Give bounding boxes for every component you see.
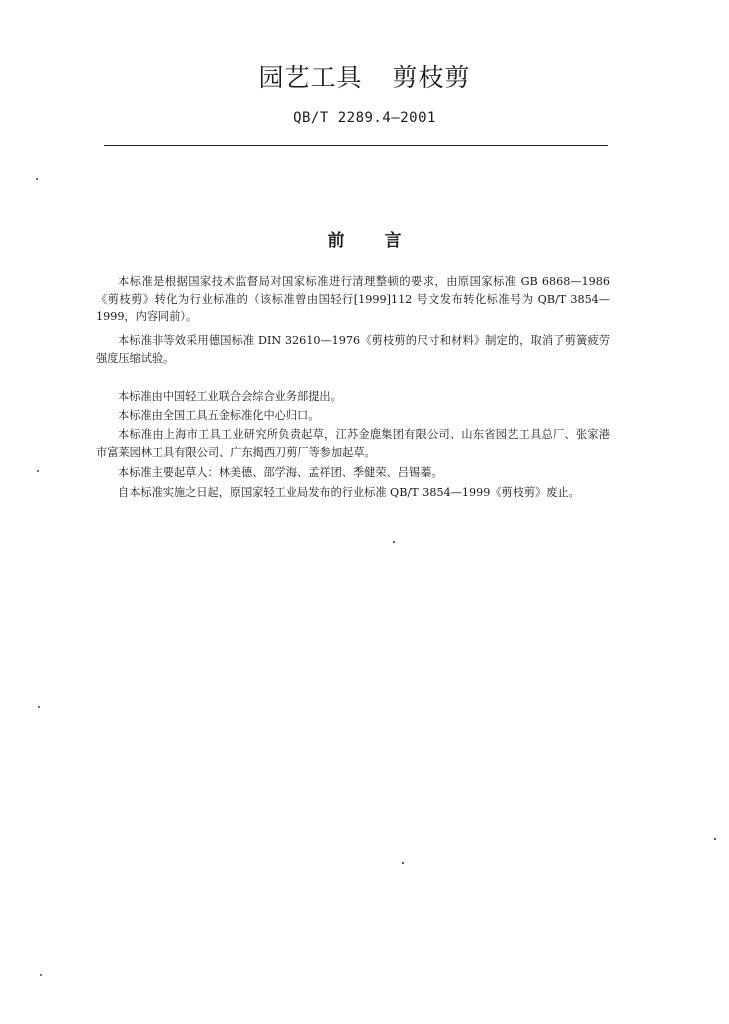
title-part-2: 剪枝剪 bbox=[392, 63, 471, 92]
scan-speck bbox=[37, 470, 39, 472]
header-divider bbox=[104, 145, 608, 146]
paragraph-drafters: 本标准主要起草人：林美德、邵学海、孟祥团、季健荣、吕锡蓁。 bbox=[118, 466, 443, 479]
scan-speck bbox=[40, 974, 42, 976]
heading-char-2: 言 bbox=[384, 231, 402, 251]
scan-speck bbox=[38, 706, 40, 708]
paragraph-conversion: 本标准是根据国家技术监督局对国家标准进行清理整顿的要求，由原国家标准 GB 6868—1986《剪枝剪》转化为行业标准的（该标准曾由国轻行[1999]112 号文发布转化标准号为 QB/T 3854—1999，内容同前）。 bbox=[96, 275, 610, 324]
section-heading bbox=[0, 226, 729, 251]
document-title bbox=[0, 58, 729, 94]
paragraph-drafting-units: 本标准由上海市工具工业研究所负责起草，江苏金鹿集团有限公司、山东省园艺工具总厂、张家港市富莱园林工具有限公司、广东揭西刀剪厂等参加起草。 bbox=[96, 428, 610, 459]
scan-speck bbox=[36, 178, 38, 180]
heading-char-1: 前 bbox=[327, 231, 345, 251]
paragraph-proposer: 本标准由中国轻工业联合会综合业务部提出。 bbox=[118, 390, 342, 403]
title-part-1: 园艺工具 bbox=[258, 63, 363, 92]
scan-speck bbox=[714, 838, 716, 840]
paragraph-adoption: 本标准非等效采用德国标准 DIN 32610—1976《剪枝剪的尺寸和材料》制定的，取消了剪簧疲劳强度压缩试验。 bbox=[96, 334, 610, 365]
scan-speck bbox=[393, 541, 395, 543]
scan-speck bbox=[402, 862, 404, 864]
paragraph-administrator: 本标准由全国工具五金标准化中心归口。 bbox=[118, 409, 320, 422]
paragraph-supersedes: 自本标准实施之日起，原国家轻工业局发布的行业标准 QB/T 3854—1999《剪枝剪》废止。 bbox=[118, 486, 580, 499]
standard-number: QB/T 2289.4—2001 bbox=[293, 110, 436, 126]
